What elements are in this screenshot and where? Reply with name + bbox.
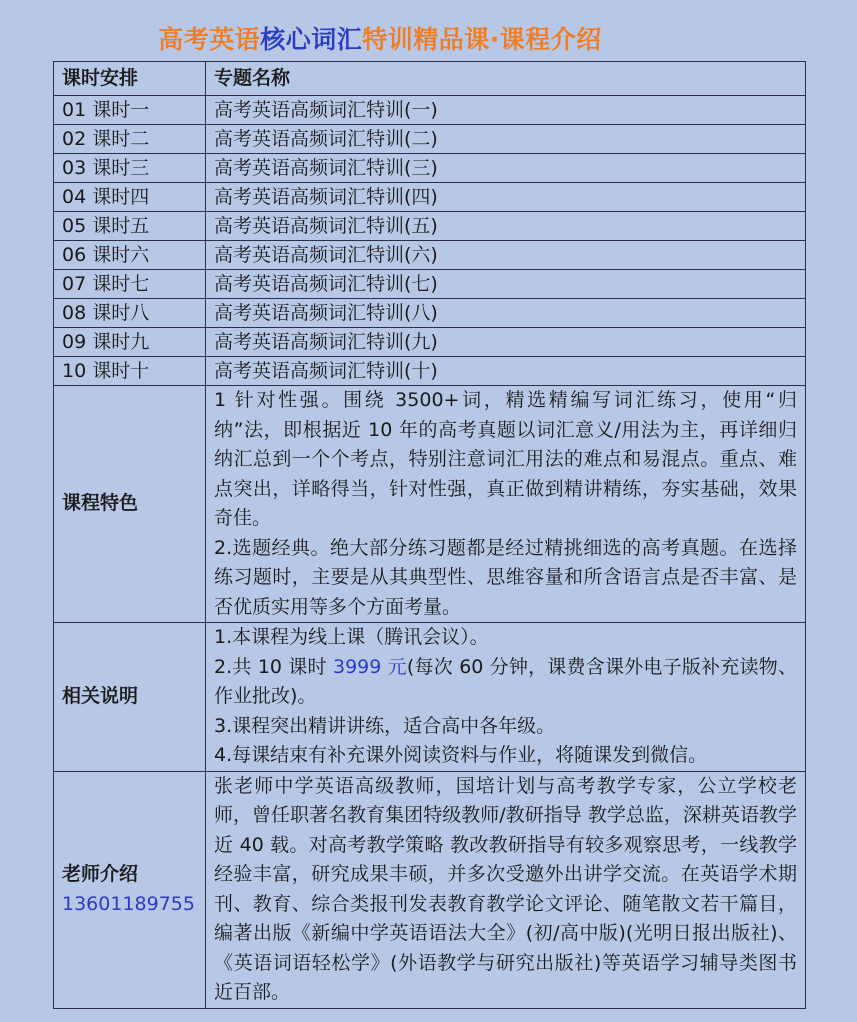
price-value: 3999 元 xyxy=(333,655,407,678)
teacher-label-cell xyxy=(54,771,206,1008)
lesson-id: 01 课时一 xyxy=(54,96,206,125)
table-row xyxy=(54,357,806,386)
lesson-topic: 高考英语高频词汇特训(七) xyxy=(206,270,806,299)
header-schedule: 课时安排 xyxy=(54,62,206,96)
lesson-topic: 高考英语高频词汇特训(三) xyxy=(206,154,806,183)
lesson-id: 02 课时二 xyxy=(54,125,206,154)
table-row xyxy=(54,299,806,328)
table-row xyxy=(54,270,806,299)
table-row xyxy=(54,154,806,183)
notes-content xyxy=(206,623,806,772)
table-row xyxy=(54,212,806,241)
lesson-topic: 高考英语高频词汇特训(九) xyxy=(206,328,806,357)
header-topic: 专题名称 xyxy=(206,62,806,96)
teacher-bio: 张老师中学英语高级教师，国培计划与高考教学专家，公立学校老师，曾任职著名教育集团特级教师/教研指导 教学总监，深耕英语教学近 40 载。对高考教学策略 教改教研指导有较多观察思考，一线教学经验丰富，研究成果丰硕，并多次受邀外出讲学交流。在英语学术期刊、教育、综合类报刊发表教育教学论文评论、随笔散文若干篇目，编著出版《新编中学英语语法大全》(初/高中版)(光明日报出版社)、《英语词语轻松学》(外语教学与研究出版社)等英语学习辅导类图书近百部。 xyxy=(206,771,806,1008)
page-title xyxy=(0,20,760,56)
note-2-prefix: 2.共 10 课时 xyxy=(214,655,333,678)
lesson-id: 04 课时四 xyxy=(54,183,206,212)
lesson-id: 08 课时八 xyxy=(54,299,206,328)
table-header-row xyxy=(54,62,806,96)
table-row xyxy=(54,96,806,125)
features-point-2: 2.选题经典。绝大部分练习题都是经过精挑细选的高考真题。在选择练习题时，主要是从其典型性、思维容量和所含语言点是否丰富、是否优质实用等多个方面考量。 xyxy=(214,536,797,618)
notes-label: 相关说明 xyxy=(54,623,206,772)
features-content xyxy=(206,386,806,623)
lesson-topic: 高考英语高频词汇特训(十) xyxy=(206,357,806,386)
teacher-label: 老师介绍 xyxy=(62,863,139,885)
phone-number: 13601189755 xyxy=(62,892,195,915)
table-row xyxy=(54,125,806,154)
note-2 xyxy=(214,653,797,712)
features-row xyxy=(54,386,806,623)
lesson-topic: 高考英语高频词汇特训(六) xyxy=(206,241,806,270)
table-row xyxy=(54,241,806,270)
lesson-topic: 高考英语高频词汇特训(一) xyxy=(206,96,806,125)
title-part-2: 核心词汇 xyxy=(260,25,363,54)
course-table xyxy=(53,61,806,1009)
table-row xyxy=(54,328,806,357)
note-2-suffix: (每次 60 分钟，课费含课外电子版补充读物、作业批改)。 xyxy=(214,655,797,707)
lesson-id: 09 课时九 xyxy=(54,328,206,357)
teacher-row xyxy=(54,771,806,1008)
notes-row xyxy=(54,623,806,772)
lesson-topic: 高考英语高频词汇特训(四) xyxy=(206,183,806,212)
lesson-id: 10 课时十 xyxy=(54,357,206,386)
lesson-id: 07 课时七 xyxy=(54,270,206,299)
lesson-topic: 高考英语高频词汇特训(二) xyxy=(206,125,806,154)
note-3: 3.课程突出精讲讲练，适合高中各年级。 xyxy=(214,714,556,737)
note-1: 1.本课程为线上课（腾讯会议）。 xyxy=(214,626,489,648)
features-label: 课程特色 xyxy=(54,386,206,623)
lesson-id: 05 课时五 xyxy=(54,212,206,241)
lesson-id: 06 课时六 xyxy=(54,241,206,270)
lesson-topic: 高考英语高频词汇特训(五) xyxy=(206,212,806,241)
lesson-topic: 高考英语高频词汇特训(八) xyxy=(206,299,806,328)
title-part-3: 特训精品课·课程介绍 xyxy=(362,25,602,54)
table-row xyxy=(54,183,806,212)
lesson-id: 03 课时三 xyxy=(54,154,206,183)
features-point-1: 1 针对性强。围绕 3500+词，精选精编写词汇练习，使用“归纳”法，即根据近 10 年的高考真题以词汇意义/用法为主，再详细归纳汇总到一个个考点，特别注意词汇用法的难点和易混点。重点、难点突出，详略得当，针对性强，真正做到精讲精练，夯实基础，效果奇佳。 xyxy=(214,389,797,529)
title-part-1: 高考英语 xyxy=(158,25,261,54)
note-4: 4.每课结束有补充课外阅读资料与作业，将随课发到微信。 xyxy=(214,744,708,766)
